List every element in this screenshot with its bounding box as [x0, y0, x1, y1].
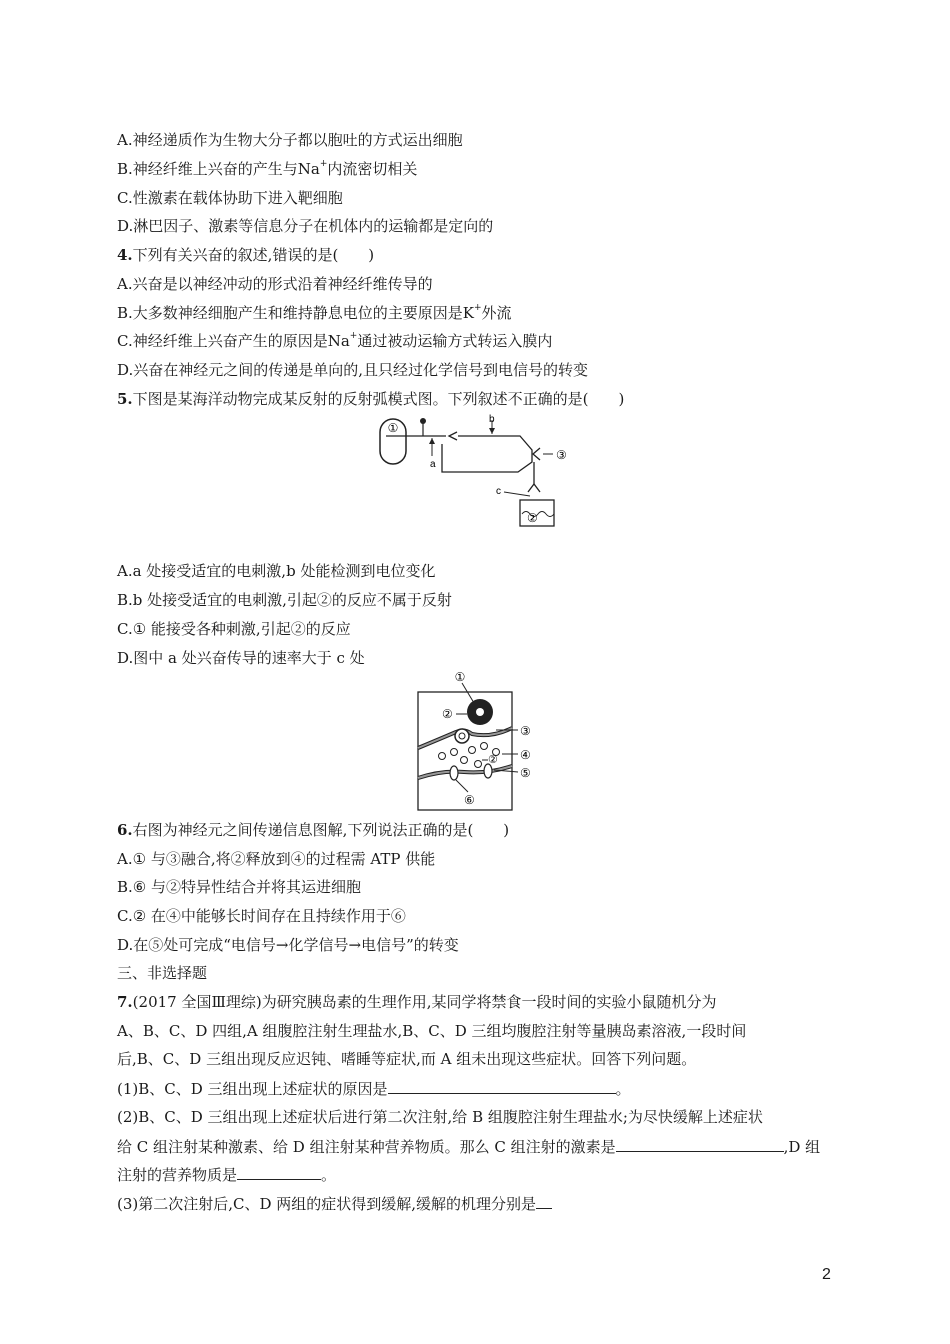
fig6-label-2a: ② [442, 707, 453, 721]
answer-blank-4[interactable] [536, 1193, 552, 1209]
q7-part1: (1)B、C、D 三组出现上述症状的原因是 。 [117, 1080, 631, 1098]
synapse-figure [412, 668, 548, 814]
q5-stem: 5.下图是某海洋动物完成某反射的反射弧模式图。下列叙述不正确的是( ) [117, 390, 625, 408]
q3-option-a: A.神经递质作为生物大分子都以胞吐的方式运出细胞 [117, 131, 463, 149]
answer-blank-2[interactable] [616, 1136, 784, 1152]
fig6-label-3: ③ [520, 724, 531, 738]
fig5-label-c: c [496, 486, 501, 497]
q3-option-d: D.淋巴因子、激素等信息分子在机体内的运输都是定向的 [117, 217, 494, 235]
fig6-label-6: ⑥ [464, 793, 475, 807]
fig5-label-1: ① [387, 421, 399, 435]
answer-blank-1[interactable] [388, 1078, 616, 1094]
q6-option-d: D.在⑤处可完成“电信号→化学信号→电信号”的转变 [117, 936, 459, 954]
q4-option-d: D.兴奋在神经元之间的传递是单向的,且只经过化学信号到电信号的转变 [117, 361, 589, 379]
q5-option-c: C.① 能接受各种刺激,引起②的反应 [117, 620, 351, 638]
q4-option-c: C.神经纤维上兴奋产生的原因是Na+通过被动运输方式转运入膜内 [117, 331, 553, 350]
q7-stem-line2: A、B、C、D 四组,A 组腹腔注射生理盐水,B、C、D 三组均腹腔注射等量胰岛素溶液,一段时间 [117, 1022, 747, 1040]
fig6-label-2b: ② [488, 754, 498, 766]
fig6-label-4: ④ [520, 748, 531, 762]
q6-option-c: C.② 在④中能够长时间存在且持续作用于⑥ [117, 907, 406, 925]
answer-blank-3[interactable] [237, 1164, 321, 1180]
q7-stem-line3: 后,B、C、D 三组出现反应迟钝、嗜睡等症状,而 A 组未出现这些症状。回答下列问题。 [117, 1050, 697, 1068]
fig6-label-1: ① [454, 670, 466, 684]
q6-option-b: B.⑥ 与②特异性结合并将其运进细胞 [117, 878, 362, 896]
q4-option-b: B.大多数神经细胞产生和维持静息电位的主要原因是K+外流 [117, 303, 512, 322]
fig5-label-3: ③ [556, 448, 567, 462]
q3-option-b: B.神经纤维上兴奋的产生与Na+内流密切相关 [117, 159, 418, 178]
q7-stem-line1: 7.(2017 全国Ⅲ理综)为研究胰岛素的生理作用,某同学将禁食一段时间的实验小鼠随机分为 [117, 993, 717, 1011]
q4-option-a: A.兴奋是以神经冲动的形式沿着神经纤维传导的 [117, 275, 433, 293]
q4-stem: 4.下列有关兴奋的叙述,错误的是( ) [117, 246, 375, 264]
section-heading: 三、非选择题 [117, 964, 208, 982]
fig5-label-b: b [489, 414, 495, 425]
q7-part2-line1: (2)B、C、D 三组出现上述症状后进行第二次注射,给 B 组腹腔注射生理盐水;为尽快缓解上述症状 [117, 1108, 763, 1126]
reflex-arc-figure [370, 414, 580, 534]
q5-option-b: B.b 处接受适宜的电刺激,引起②的反应不属于反射 [117, 591, 452, 609]
q7-part3: (3)第二次注射后,C、D 两组的症状得到缓解,缓解的机理分别是 [117, 1193, 552, 1214]
q3-option-c: C.性激素在载体协助下进入靶细胞 [117, 189, 343, 207]
fig5-label-2: ② [527, 511, 538, 525]
q7-part2-line3: 注射的营养物质是 。 [117, 1166, 337, 1184]
q7-part2-line2: 给 C 组注射某种激素、给 D 组注射某种营养物质。那么 C 组注射的激素是 ,D 组 [117, 1138, 821, 1156]
q5-option-a: A.a 处接受适宜的电刺激,b 处能检测到电位变化 [117, 562, 436, 580]
page-number: 2 [822, 1266, 831, 1283]
q6-option-a: A.① 与③融合,将②释放到④的过程需 ATP 供能 [117, 850, 436, 868]
q6-stem: 6.右图为神经元之间传递信息图解,下列说法正确的是( ) [117, 821, 510, 839]
q5-option-d: D.图中 a 处兴奋传导的速率大于 c 处 [117, 649, 365, 667]
fig5-label-a: a [430, 459, 436, 470]
fig6-label-5: ⑤ [520, 766, 531, 780]
